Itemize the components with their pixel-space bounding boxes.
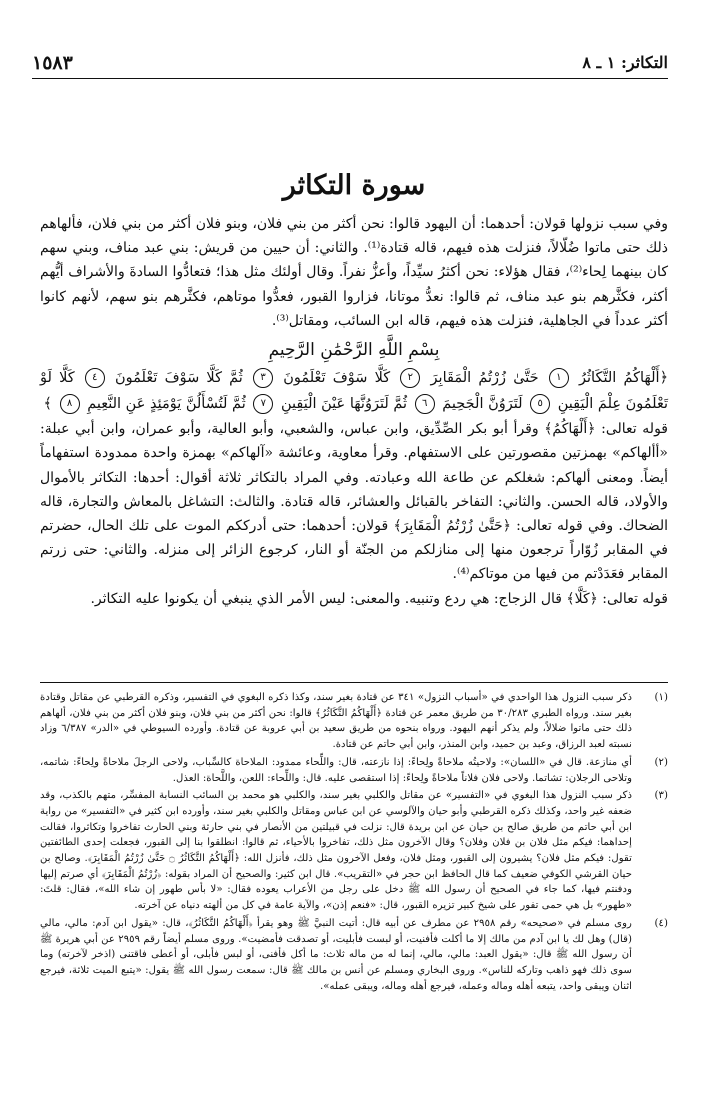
footnote-number: (٣) <box>654 790 668 802</box>
verse-text: لَتَرَوُنَّ الْجَحِيمَ <box>442 396 523 413</box>
commentary-paragraph: قوله تعالى: ﴿كَلَّا﴾ قال الزجاج: هي ردع وتنبيه. والمعنى: ليس الأمر الذي ينبغي أن يكونوا عليه التكاثر. <box>90 590 668 607</box>
commentary-paragraph: قوله تعالى: ﴿أَلْهَاكُمُ﴾ وقرأ أبو بكر الصِّدِّيق، وابن عباس، والشعبي، وأبو العالية، وأبو عمران، وابن أبي عبلة: «أألهاكم» بهمزتين مقصورتين على الاستفهام. وقرأ معاوية، وعائشة «آلهاكم» بهمزة واحدة ممدودة استفهاماً أيضاً. ومعنى ألهاكم: شغلكم عن طاعة الله وعبادته. وفي المراد بالتكاثر ثلاثة أقوال: أحدها: التكاثر بالأموال والأولاد، قاله الحسن. والثاني: التفاخر بالقبائل والعشائر، قاله قتادة. والثالث: التشاغل بالمعاش والتجارة، قاله الضحاك. وفي قوله تعالى: ﴿حَتَّىٰ زُرْتُمُ الْمَقَابِرَ﴾ قولان: أحدهما: حتى أدرككم الموت على تلك الحال، حضرتم في المقابر زُوّاراً ترجعون منها إلى منازلكم من الجنّة أو النار، كرجوع الزائر إلى منزله. والثاني: حتى زرتم المقابر فعَدَدْتم من فيها من موتاكم⁽⁴⁾. <box>40 421 668 583</box>
footnote <box>40 690 668 753</box>
ayah-number-marker: ٦ <box>415 394 435 414</box>
footnote <box>40 788 668 914</box>
main-text <box>40 212 668 611</box>
footnotes <box>40 690 668 996</box>
footnote-text: روى مسلم في «صحيحه» رقم ٢٩٥٨ عن مطرف عن أبيه قال: أتيت النبيَّ ﷺ وهو يقرأ ﴿أَلْهَاكُمُ التَّكَاثُرُ﴾، قال: «يقول ابن آدم: مالي، مالي (قال) وهل لك يا ابن آدم من مالك إلا ما أكلت فأفنيت، أو لبست فأبليت، أو تصدقت فأمضيت». وروى مسلم أيضاً رقم ٢٩٥٩ عن أبي هريرة ﷺ أن رسول الله ﷺ قال: «يقول العبد: مالي، مالي، إنما له من ماله ثلاث: ما أكل فأفنى، أو لبس فأبلى، أو أعطى فاقتنى (اذخر لآخرته) وما سوى ذلك فهو ذاهب وتاركه للناس». وروى البخاري ومسلم عن أنس بن مالك ﷺ قال: سمعت رسول الله ﷺ يقول: «يتبع الميت ثلاثة، فيرجع اثنان ويبقى واحد، يتبعه أهله وماله وعمله، فيرجع أهله وماله، ويبقى عمله». <box>40 917 632 992</box>
verses-close-bracket: ﴾ <box>43 396 52 413</box>
footnote-number: (١) <box>654 692 668 703</box>
surah-title: سورة التكاثر <box>282 170 426 201</box>
ayah-number-marker: ٥ <box>530 394 550 414</box>
running-title: التكاثر: ١ ـ ٨ <box>582 53 668 72</box>
ayah-number-marker: ٣ <box>253 368 273 388</box>
ayah-number-marker: ٢ <box>400 368 420 388</box>
quran-verses <box>40 365 668 417</box>
verse-text: ثُمَّ كَلَّا سَوْفَ تَعْلَمُونَ <box>115 370 243 387</box>
ayah-number-marker: ٧ <box>253 394 273 414</box>
verse-text: ثُمَّ لَتُسْأَلُنَّ يَوْمَئِذٍ عَنِ النَّعِيمِ <box>87 396 246 413</box>
footnote-text: أي منازعة. قال في «اللسان»: ولاحيتُه ملاحاةً ولِحاءً: إذا نازعته، قال: واللِّحاء ممدود: الملاحاة كالسِّباب، ولاحى الرجلَ ملاحاةً ولِحاءً: شاتمه، وتلاحى الرجلان: تشاتما. ولاحى فلان فلاناً ملاحاةً ولِحاءً: إذا استقصى عليه. قال: واللِّحاء: اللعن، واللَّحاة: العذل. <box>40 756 632 784</box>
verse-text: ﴿أَلْهَاكُمُ التَّكَاثُرُ <box>579 370 669 387</box>
footnote-divider <box>40 682 668 683</box>
verse-text: كَلَّا لَوْ تَعْلَمُونَ عِلْمَ الْيَقِينِ <box>40 370 668 413</box>
page-number: ١٥٨٣ <box>32 52 73 74</box>
verse-text: حَتَّىٰ زُرْتُمُ الْمَقَابِرَ <box>430 370 539 387</box>
verse-text: كَلَّا سَوْفَ تَعْلَمُونَ <box>283 370 391 387</box>
footnote-text: ذكر سبب النزول هذا البغوي في «التفسير» عن مقاتل والكلبي بغير سند، والكلبي هو محمد بن السائب النسابة المفسِّر، متهم بالكذب، وقد ضعفه غير واحد، وكذلك ذكره القرطبي وأبو حيان والآلوسي عن ابن عباس ومقاتل والكلبي بغير سند، وأورده ابن كثير في «التفسير» من رواية ابن أبي حاتم من طريق صالح بن حيان عن ابن بريدة قال: نزلت في قبيلتين من الأنصار في بني حارثة وبني الحارث تفاخروا وتكاثروا، فقالت إحداهما: فيكم مثل فلان بن فلان وفلان؟ وقال الآخرون مثل ذلك، تفاخروا بالأحياء، ثم قالوا: انطلقوا بنا إلى القبور، فجعلت إحدى الطائفتين تقول: فيكم مثل فلان؟ يشيرون إلى القبور، ومثل فلان، وفعل الآخرون مثل ذلك، فأنزل الله: ﴿أَلْهَاكُمُ التَّكَاثُرُ ۝ حَتَّىٰ زُرْتُمُ الْمَقَابِرَ﴾. وصالح بن حيان القرشي الكوفي ضعيف كما قال الحافظ ابن حجر في «التقريب». قال ابن كثير: والصحيح أن المراد بقوله: ﴿زُرْتُمُ الْمَقَابِرَ﴾ أي صرتم إليها ودفنتم فيها، كما جاء في الصحيح أن رسول الله ﷺ دخل على رجل من الأعراب يعوده فقال: «لا بأس طهور إن شاء الله»، فقال: قلتَ: «طهور» بل هي حمى تفور على شيخ كبير تزيره القبور، قال: «فنعم إذن»، والآية عامة في كل من ألهته دنياه عن آخرته. <box>40 790 632 912</box>
footnote <box>40 755 668 786</box>
page-header <box>32 52 668 79</box>
footnote-text: ذكر سبب النزول هذا الواحدي في «أسباب النزول» ٣٤١ عن قتادة بغير سند، وكذا ذكره البغوي في التفسير، وذكره القرطبي عن مقاتل وقتادة بغير سند. ورواه الطبري ٣٠/٢٨٣ من طريق معمر عن قتادة ﴿أَلْهَاكُمُ التَّكَاثُرُ﴾ قالوا: نحن أكثر من بني فلان، وبنو فلان أكثر من بني فلان، ألهاهم ذلك حتى ماتوا ضلالاً، ولم يذكر أنهم اليهود. ورواه بنحوه من طريق سعيد بن أبي عروبة عن قتادة. وأورده السيوطي في «الدر» ٦/٣٨٧ وزاد نسبته لعبد الرزاق، وعبد بن حميد، وابن المنذر، وابن أبي حاتم عن قتادة. <box>40 692 633 751</box>
intro-paragraph: وفي سبب نزولها قولان: أحدهما: أن اليهود قالوا: نحن أكثر من بني فلان، وبنو فلان أكثر من بني فلان، فألهاهم ذلك حتى ماتوا ضُلّالاً، فنزلت هذه فيهم، قاله قتادة⁽¹⁾. والثاني: أن حيين من قريش: بني عبد مناف، وبني سهم كان بينهما لِحاء⁽²⁾، فقال هؤلاء: نحن أكثرُ سيِّداً، وأعزُّ نفراً. وقال أولئك مثل هذا؛ فتعادُّوا السادةَ والأشراف أيُّهم أكثر، فكثَّرهم بنو عبد مناف، ثم قالوا: نعدُّ موتانا، فزاروا القبور، فعدُّوا موتاهم، فكثَّرهم بنو سهم، لأنهم كانوا أكثر عدداً في الجاهلية، فنزلت هذه فيهم، قاله ابن السائب، ومقاتل⁽³⁾. <box>40 216 668 329</box>
basmala: بِسْمِ اللَّهِ الرَّحْمَٰنِ الرَّحِيمِ <box>268 340 440 361</box>
footnote-number: (٤) <box>654 917 668 929</box>
footnote-number: (٢) <box>654 756 668 768</box>
verse-text: ثُمَّ لَتَرَوُنَّهَا عَيْنَ الْيَقِينِ <box>280 396 408 413</box>
footnote <box>40 916 668 995</box>
ayah-number-marker: ١ <box>549 368 569 388</box>
ayah-number-marker: ٤ <box>85 368 105 388</box>
ayah-number-marker: ٨ <box>60 394 80 414</box>
